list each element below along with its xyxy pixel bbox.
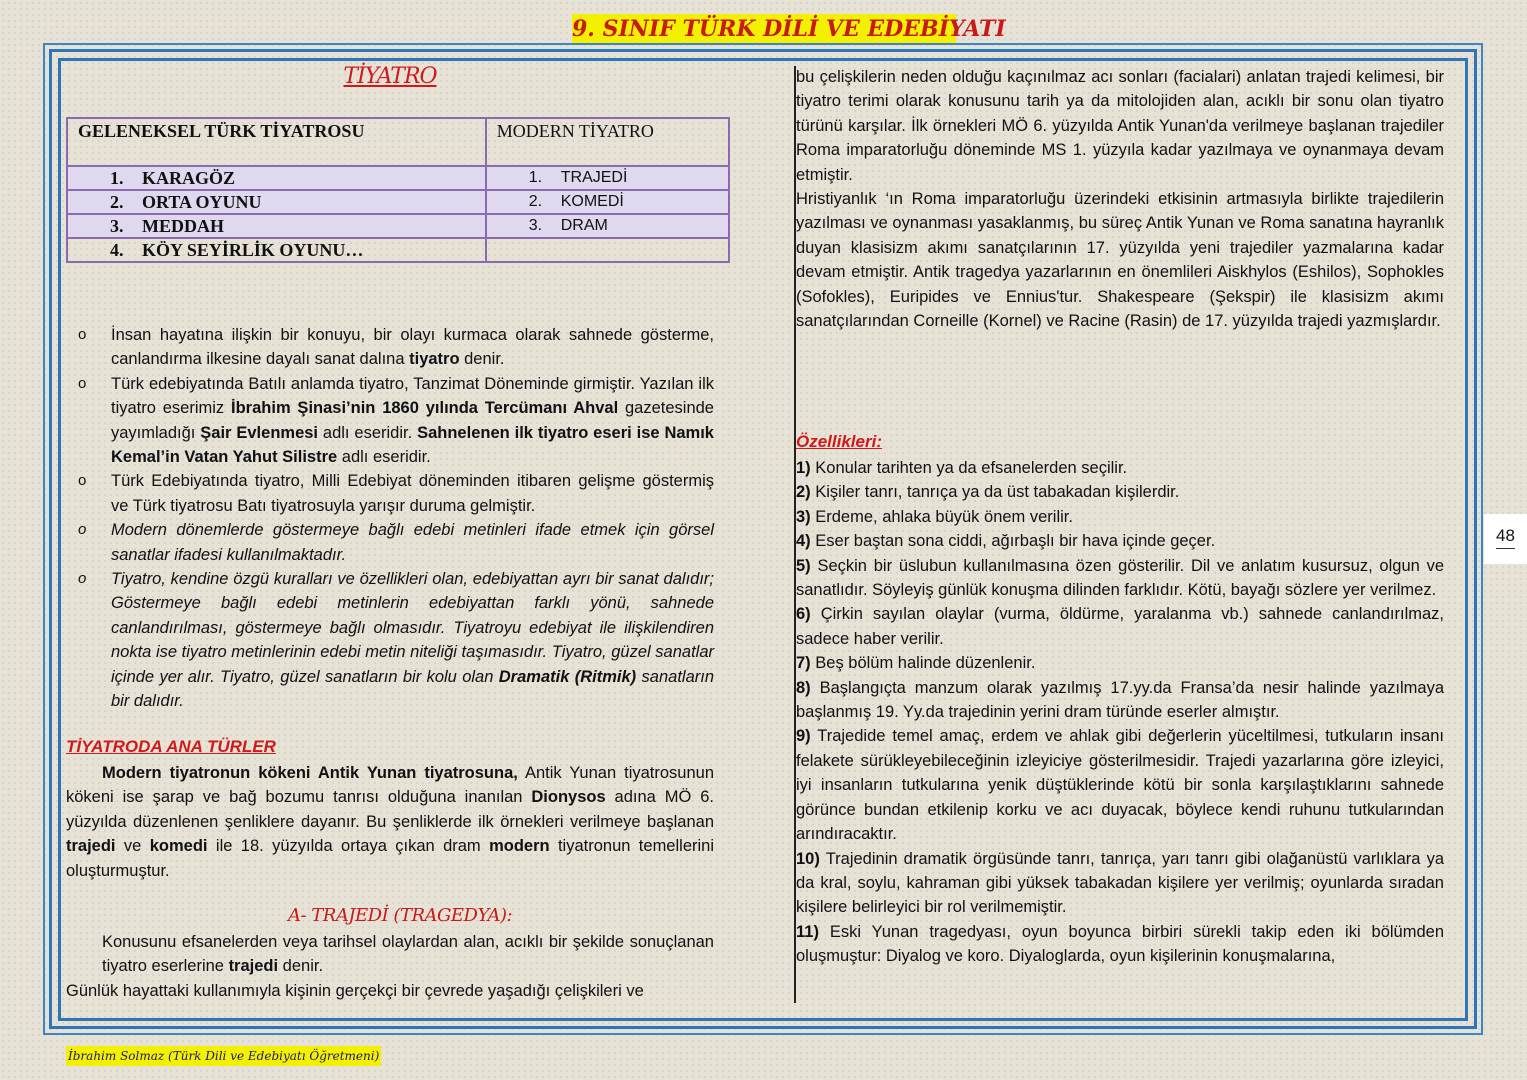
table-cell: KOMEDİ (560, 193, 624, 210)
feature-text: Beş bölüm halinde düzenlenir. (810, 654, 1036, 673)
table-cell: DRAM (560, 217, 608, 234)
types-paragraph (66, 761, 714, 883)
features-heading: Özellikleri: (796, 432, 882, 451)
feature-text: Eski Yunan tragedyası, oyun boyunca birbiri sürekli takip eden iki bölümden oluşmuştur: Diyalog ve koro. Diyaloglarda, oyun kişilerinin konuşmalarına, (796, 922, 1444, 966)
theatre-types-table (66, 117, 730, 263)
tragedy-history-text (796, 65, 1444, 333)
feature-number: 10) (796, 849, 820, 868)
text-run: ve (115, 837, 150, 856)
feature-text: Çirkin sayılan olaylar (vurma, öldürme, yaralanma vb.) sahnede canlandırılmaz, sadece haber verilir. (796, 605, 1444, 648)
page-number: 48 (1484, 514, 1527, 564)
text-run: adlı eseridir. (318, 423, 418, 442)
feature-item (796, 480, 1444, 504)
table-row: 4. KÖY SEYİRLİK OYUNU… (67, 238, 729, 262)
bold-text: Modern tiyatronun kökeni Antik Yunan tiyatrosuna, (102, 764, 518, 782)
feature-item (796, 505, 1444, 529)
text-run: adlı eseridir. (337, 448, 431, 467)
feature-number: 9) (796, 727, 811, 746)
feature-item (796, 920, 1444, 969)
table-cell: ORTA OYUNU (142, 191, 262, 212)
text-run: ile 18. yüzyılda ortaya çıkan dram (207, 837, 490, 856)
table-header-traditional: GELENEKSEL TÜRK TİYATROSU (67, 118, 486, 166)
bullet-item (66, 469, 714, 518)
text-run: İnsan hayatına ilişkin bir konuyu, bir olayı kurmaca olarak sahnede gösterme, canlandırma ilkesine dayalı sanat dalına (111, 326, 714, 369)
feature-item (796, 554, 1444, 603)
feature-number: 7) (796, 654, 811, 673)
bullet-item (66, 518, 714, 567)
page-header-title: 9. SINIF TÜRK DİLİ VE EDEBİYATI (572, 16, 1006, 42)
bold-text: tiyatro (409, 350, 460, 369)
bold-text: İbrahim Şinasi’nin 1860 yılında Tercümanı Ahval (231, 399, 619, 418)
bullet-item (66, 372, 714, 470)
feature-number: 2) (796, 483, 811, 502)
text-run: denir. (278, 957, 324, 976)
table-row: 3. MEDDAH 3. DRAM (67, 214, 729, 238)
bold-text: Dramatik (Ritmik) (498, 667, 637, 686)
feature-item (796, 529, 1444, 553)
table-cell: TRAJEDİ (560, 169, 628, 186)
features-list (796, 456, 1444, 969)
feature-number: 1) (796, 459, 811, 477)
text-run: Modern dönemlerde göstermeye bağlı edebi metinleri ifade etmek için görsel sanatlar ifadesi kullanılmaktadır. (111, 521, 714, 564)
text-run: Türk Edebiyatında tiyatro, Milli Edebiyat döneminden itibaren gelişme göstermiş ve Türk tiyatrosu Batı tiyatrosuyla yarışır duruma gelmiştir. (111, 472, 714, 515)
feature-text: Konular tarihten ya da efsanelerden seçilir. (810, 459, 1128, 477)
bold-text: Şair Evlenmesi (200, 423, 318, 442)
section-title: TİYATRO (343, 64, 437, 89)
bullet-item (66, 567, 714, 713)
feature-number: 3) (796, 507, 811, 526)
feature-number: 11) (796, 922, 819, 941)
feature-text: Trajedide temel amaç, erdem ve ahlak gibi değerlerin yüceltilmesi, tutkuların insanı felakete sürükleyebileceğinin izleyiciye gösterilmesidir. Trajedi yazarlarına göre izleyici, iyi insanların tutkularına yenik düştüklerinde kötü bir sonla karşılaştıklarını sahnede görünce bundan etkilenip korku ve acı duyacak, böylece kendi ruhunu tutkularından arındıracaktır. (796, 727, 1444, 844)
text-run: tiyatronun temellerini oluşturmuştur. (66, 837, 714, 880)
bold-text: trajedi (228, 957, 279, 976)
tragedy-definition (66, 930, 714, 979)
table-header-modern: MODERN TİYATRO (486, 118, 729, 166)
table-header-row (67, 118, 729, 166)
tragedy-title: A- TRAJEDİ (TRAGEDYA): (287, 905, 513, 926)
bold-text: Sahnelenen ilk tiyatro eseri ise Namık Kemal’in Vatan Yahut Silistre (111, 423, 714, 467)
theatre-bullet-list (66, 323, 714, 714)
types-heading: TİYATRODA ANA TÜRLER (66, 737, 276, 756)
feature-number: 4) (796, 532, 811, 551)
text-run: sanatların bir dalıdır. (111, 667, 714, 711)
table-cell: KARAGÖZ (142, 167, 236, 188)
bullet-item (66, 323, 714, 372)
tragedy-continuation: Günlük hayattaki kullanımıyla kişinin gerçekçi bir çevrede yaşadığı çelişkileri ve (66, 981, 644, 1000)
feature-item (796, 602, 1444, 651)
feature-text: Trajedinin dramatik örgüsünde tanrı, tanrıça, yarı tanrı gibi olağanüstü varlıklara ya da kral, soylu, kahraman gibi yüksek tabakadan kişilere yer verilmiş; oyunlarda sıradan kişilere belirleyici bir rol verilmemiştir. (796, 849, 1444, 917)
bold-text: komedi (149, 837, 208, 856)
feature-item (796, 847, 1444, 920)
table-row: 1. KARAGÖZ 1. TRAJEDİ (67, 166, 729, 190)
feature-number: 6) (796, 605, 811, 624)
text-run: Tiyatro, kendine özgü kuralları ve özellikleri olan, edebiyattan ayrı bir sanat dalıdır; Göstermeye bağlı edebi metinlerin edebiyattan farklı yönü, sahnede canlandırılması, göstermeye bağlı olmasıdır. Tiyatroyu edebiyat ile ilişkilendiren nokta ise tiyatro metinlerinin edebi metin niteliği taşımasıdır. Tiyatro, güzel sanatlar içinde yer alır. Tiyatro, güzel sanatların bir kolu olan (111, 570, 714, 686)
footer-credit: İbrahim Solmaz (Türk Dili ve Edebiyatı Öğretmeni) (66, 1046, 381, 1066)
feature-text: Başlangıçta manzum olarak yazılmış 17.yy.da Fransa’da nesir halinde yazılmaya başlanmış 19. Yy.da trajedinin yerini dram türünde eserler almıştır. (796, 678, 1444, 722)
table-cell: KÖY SEYİRLİK OYUNU… (142, 239, 364, 260)
table-row: 2. ORTA OYUNU 2. KOMEDİ (67, 190, 729, 214)
history-paragraph: bu çelişkilerin neden olduğu kaçınılmaz acı sonları (facialari) anlatan trajedi kelimesi, bir tiyatro terimi olarak konusunu tarih ya da mitolojiden alan, acıklı bir sonu olan tiyatro türünü karşılar. İlk örnekleri MÖ 6. yüzyılda Antik Yunan'da verilmeye başlanan trajediler Roma imparatorluğu döneminde MS 1. yüzyıla kadar yazılmaya ve oynanmaya devam etmiştir. (796, 68, 1444, 184)
feature-text: Erdeme, ahlaka büyük önem verilir. (810, 507, 1073, 526)
text-run: gazetesinde yayımladığı (111, 399, 714, 442)
history-paragraph: Hristiyanlık ‘ın Roma imparatorluğu üzerindeki etkisinin artmasıyla birlikte trajedilerin yazılması ve oynanması yasaklanmış, bu süreç Antik Yunan ve Roma sanatına hayranlık duyan klasisizm akımı sanatçılarının 17. yüzyılda yeni trajediler yazmalarına kadar devam etmiştir. Antik tragedya yazarlarının en önemlileri Aiskhylos (Eshilos), Sophokles (Sofokles), Euripides ve Ennius'tur. Shakespeare (Şekspir) ile klasisizm akımı sanatçılarından Corneille (Kornel) ve Racine (Rasin) de 17. yüzyılda trajedi yazmışlardır. (796, 190, 1444, 331)
bold-text: modern (489, 837, 550, 856)
text-run: Türk edebiyatında Batılı anlamda tiyatro, Tanzimat Döneminde girmiştir. Yazılan ilk tiyatro eserimiz (111, 374, 714, 418)
text-run: Konusunu efsanelerden veya tarihsel olaylardan alan, acıklı bir şekilde sonuçlanan tiyatro eserlerine (102, 933, 714, 976)
text-run: adına MÖ 6. yüzyılda düzenlenen şenliklere dayanır. Bu şenliklerde ilk örnekleri verilmeye başlanan (66, 788, 714, 831)
feature-item (796, 724, 1444, 846)
feature-item (796, 456, 1444, 480)
text-run: Antik Yunan tiyatrosunun kökeni ise şarap ve bağ bozumu tanrısı olduğuna inanılan (66, 764, 714, 807)
feature-item (796, 676, 1444, 725)
tragedy-paragraph (66, 930, 714, 1003)
feature-item (796, 651, 1444, 675)
feature-number: 8) (796, 678, 811, 697)
bold-text: trajedi (66, 837, 116, 856)
bold-text: Dionysos (531, 788, 606, 807)
feature-text: Eser baştan sona ciddi, ağırbaşlı bir hava içinde geçer. (810, 532, 1216, 551)
feature-text: Seçkin bir üslubun kullanılmasına özen gösterilir. Dil ve anlatım kusursuz, olgun ve sanatlıdır. Söyleyiş günlük konuşma dilinden farklıdır. Kötü, bayağı sözlere yer verilmez. (796, 556, 1444, 600)
feature-text: Kişiler tanrı, tanrıça ya da üst tabakadan kişilerdir. (810, 483, 1180, 502)
text-run: denir. (459, 350, 505, 369)
table-cell: MEDDAH (142, 215, 224, 236)
feature-number: 5) (796, 556, 811, 575)
